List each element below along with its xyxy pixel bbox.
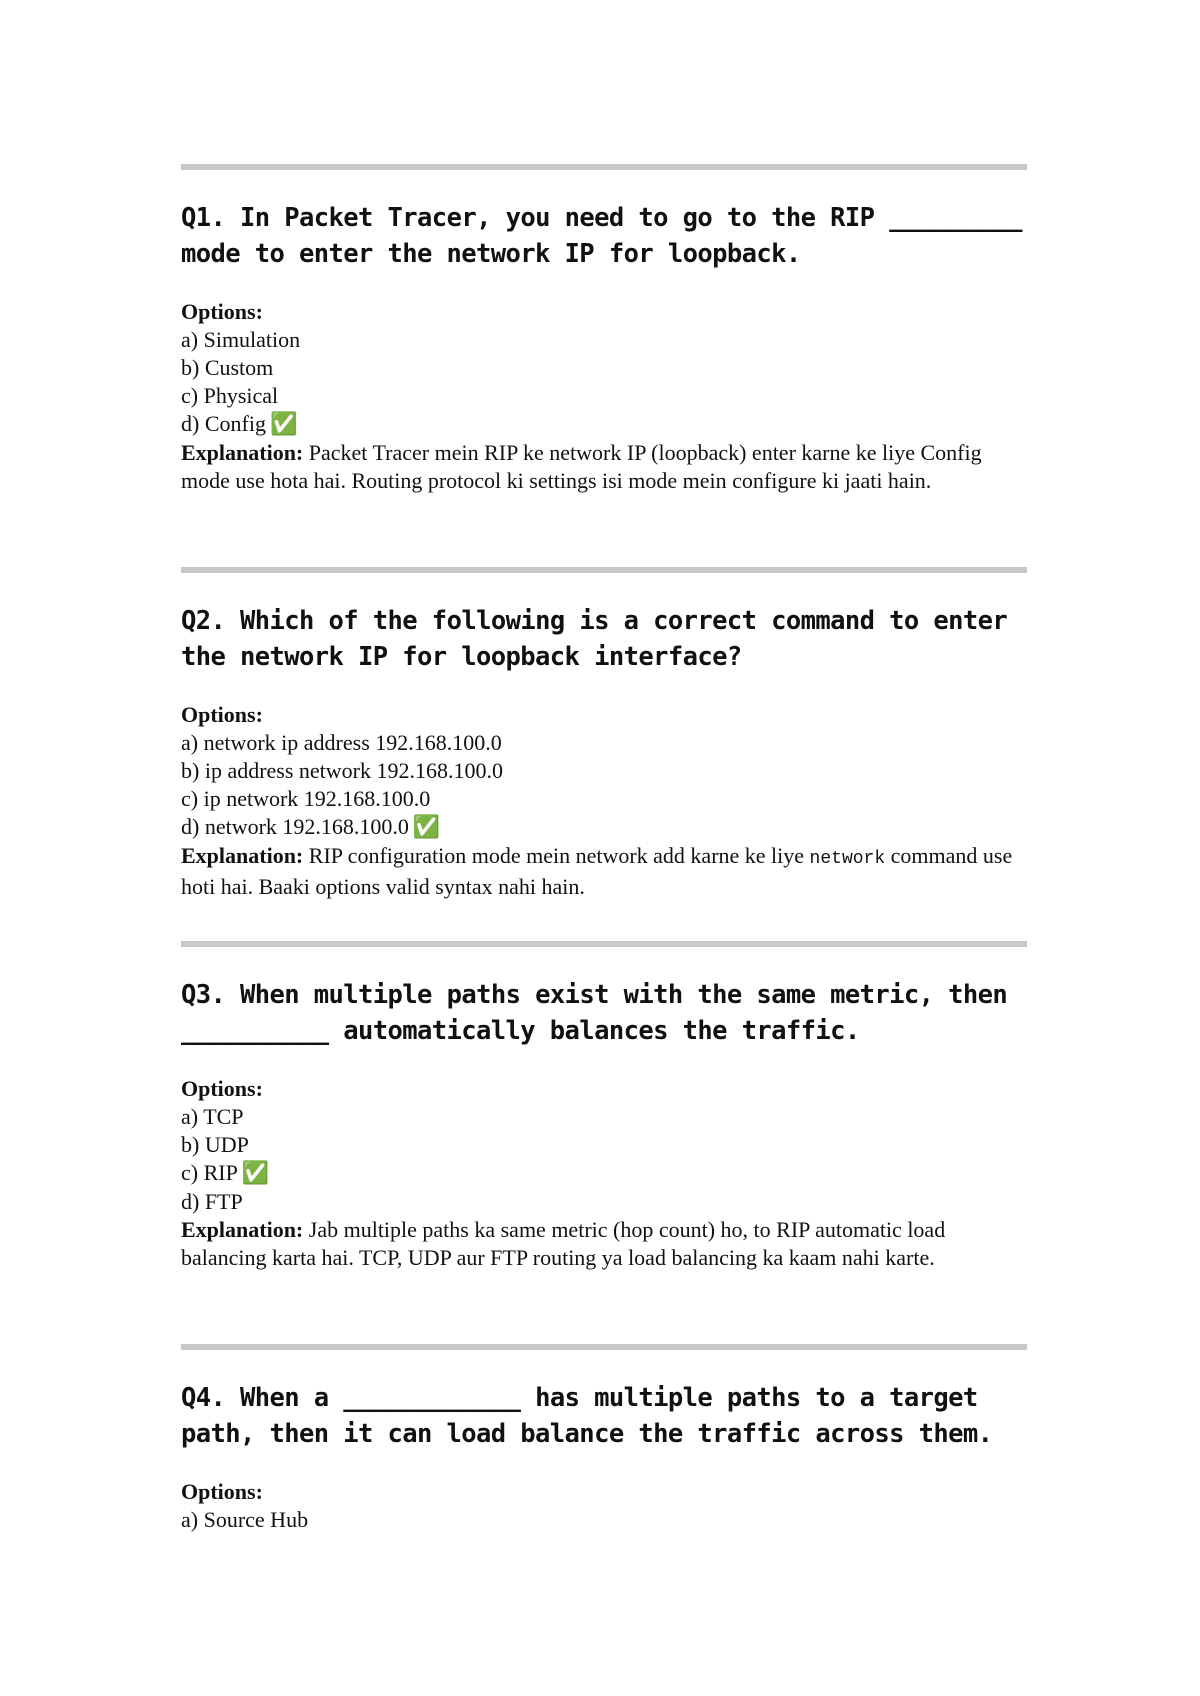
option-item: b) UDP [181, 1132, 249, 1157]
option-item: a) Source Hub [181, 1507, 309, 1532]
question-block-4 [181, 1344, 1027, 1534]
option-item: b) ip address network 192.168.100.0 [181, 758, 504, 783]
question-number: Q4. [181, 1383, 226, 1413]
option-item: b) Custom [181, 355, 274, 380]
question-number: Q2. [181, 606, 226, 636]
explanation-text: Packet Tracer mein RIP ke network IP (loopback) enter karne ke liye Config mode use hota hai. Routing protocol ki settings isi mode mein configure ki jaati hain. [181, 440, 982, 493]
inline-code: network [809, 849, 886, 869]
explanation [181, 439, 1027, 495]
question-text: When a ____________ has multiple paths to a target path, then it can load balance the traffic across them. [181, 1383, 993, 1449]
option-item-correct: d) network 192.168.100.0 ✅ [181, 814, 441, 840]
question-text: In Packet Tracer, you need to go to the RIP _________ mode to enter the network IP for loopback. [181, 203, 1022, 269]
section-divider [181, 164, 1027, 170]
section-divider [181, 941, 1027, 947]
explanation-text: Jab multiple paths ka same metric (hop count) ho, to RIP automatic load balancing karta hai. TCP, UDP aur FTP routing ya load balancing ka kaam nahi karte. [181, 1217, 946, 1270]
option-item-correct: c) RIP ✅ [181, 1160, 270, 1186]
check-mark-icon: ✅ [241, 1161, 270, 1186]
options-label: Options: [181, 1076, 263, 1101]
question-heading [181, 977, 1027, 1049]
option-item: a) network ip address 192.168.100.0 [181, 730, 502, 755]
options-label: Options: [181, 1479, 263, 1504]
options-label: Options: [181, 702, 263, 727]
option-item: c) ip network 192.168.100.0 [181, 786, 431, 811]
question-heading [181, 603, 1027, 675]
explanation-label: Explanation: [181, 440, 304, 465]
explanation [181, 1216, 1027, 1272]
option-item: d) FTP [181, 1189, 243, 1214]
option-item-correct: d) Config ✅ [181, 411, 298, 437]
question-number: Q3. [181, 980, 226, 1010]
explanation-label: Explanation: [181, 843, 304, 868]
question-block-1 [181, 164, 1027, 495]
question-number: Q1. [181, 203, 226, 233]
explanation-text-continued: command use hoti hai. Baaki options valid syntax nahi hain. [181, 843, 1013, 899]
question-block-3 [181, 941, 1027, 1272]
question-heading [181, 1380, 1027, 1452]
section-divider [181, 1344, 1027, 1350]
question-block-2 [181, 567, 1027, 901]
option-item: a) TCP [181, 1104, 244, 1129]
check-mark-icon: ✅ [269, 412, 298, 437]
option-item: a) Simulation [181, 327, 301, 352]
question-heading [181, 200, 1027, 272]
options-label: Options: [181, 299, 263, 324]
question-text: When multiple paths exist with the same metric, then __________ automatically balances the traffic. [181, 980, 1008, 1046]
explanation [181, 842, 1027, 901]
option-item: c) Physical [181, 383, 279, 408]
explanation-label: Explanation: [181, 1217, 304, 1242]
question-text: Which of the following is a correct command to enter the network IP for loopback interface? [181, 606, 1008, 672]
check-mark-icon: ✅ [412, 815, 441, 840]
explanation-text: RIP configuration mode mein network add karne ke liye [308, 843, 810, 868]
section-divider [181, 567, 1027, 573]
